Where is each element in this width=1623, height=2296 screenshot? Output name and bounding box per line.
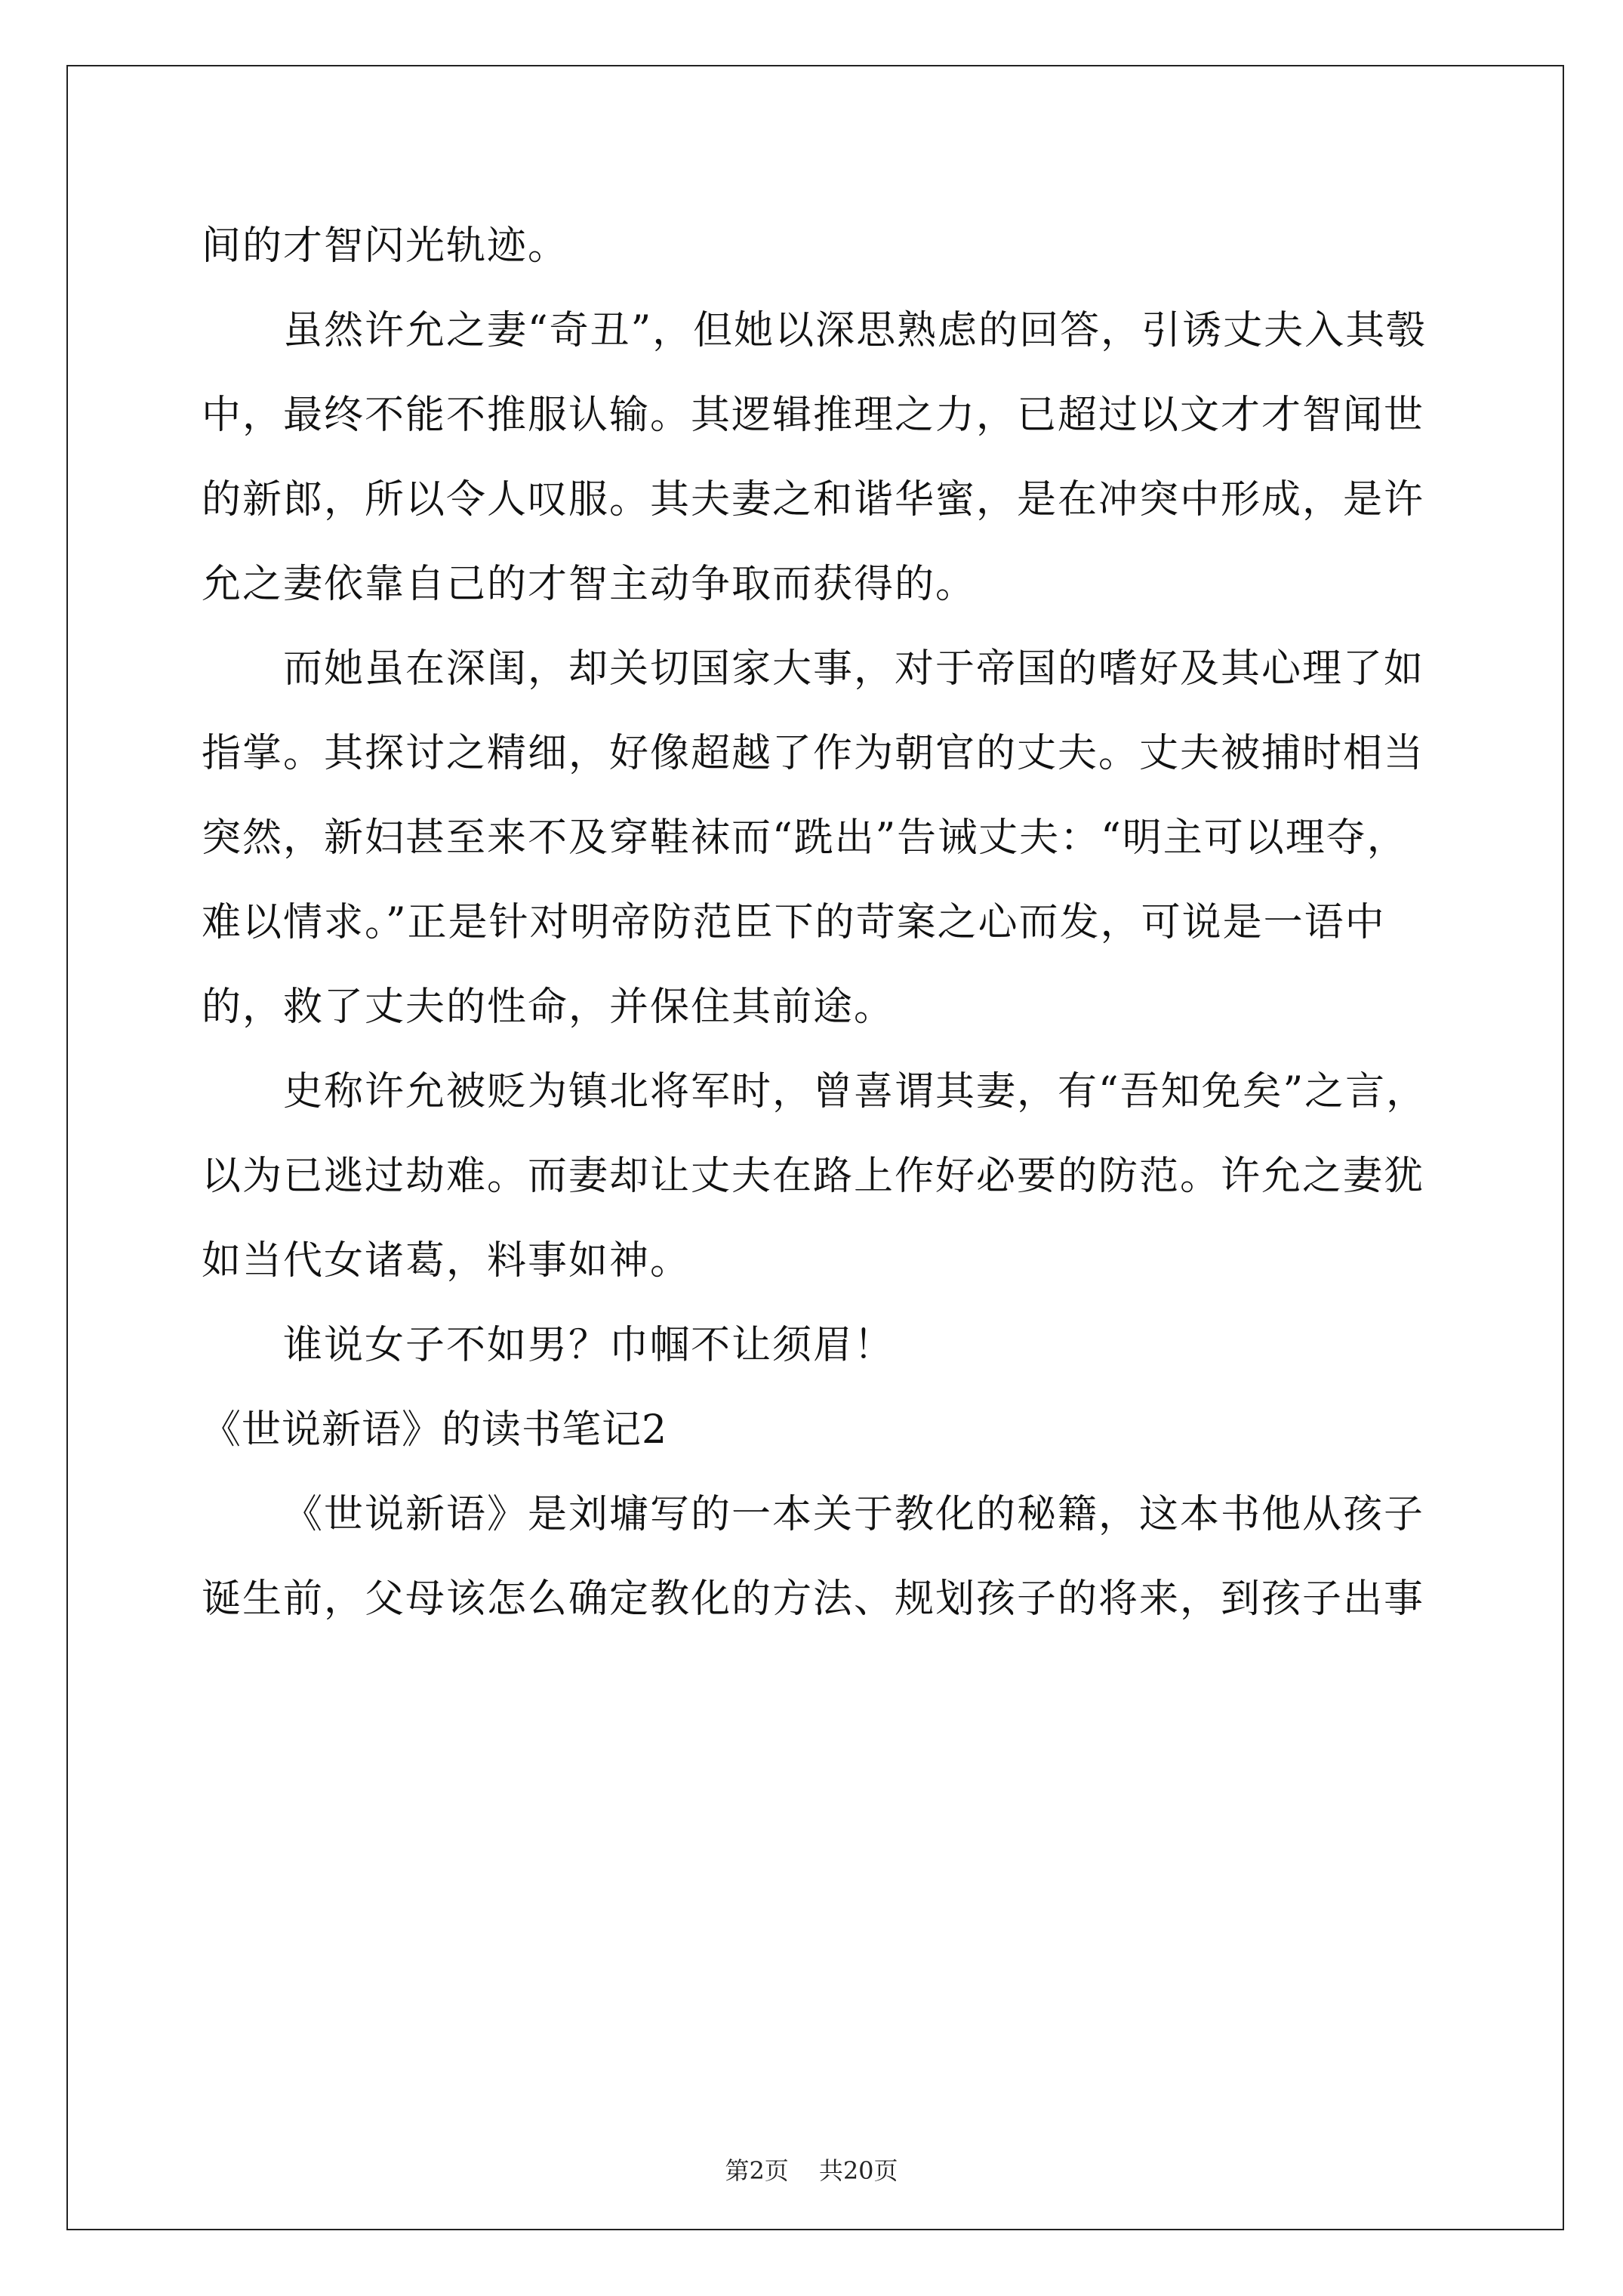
page-number: 第2页 <box>725 2156 789 2185</box>
text-line: 中，最终不能不推服认输。其逻辑推理之力，已超过以文才才智闻世 <box>202 393 1425 438</box>
text-line: 谁说女子不如男？巾帼不让须眉！ <box>283 1323 895 1368</box>
text-line: 突然，新妇甚至来不及穿鞋袜而“跣出”告诫丈夫：“明主可以理夺， <box>202 815 1408 861</box>
text-line: 间的才智闪光轨迹。 <box>202 223 569 269</box>
text-line: 的新郎，所以令人叹服。其夫妻之和谐华蜜，是在冲突中形成，是许 <box>202 477 1425 522</box>
text-line: 虽然许允之妻“奇丑”，但她以深思熟虑的回答，引诱丈夫入其彀 <box>283 308 1427 353</box>
section-heading: 《世说新语》的读书笔记2 <box>202 1407 668 1453</box>
page-footer <box>0 2156 1623 2186</box>
text-line: 而她虽在深闺，却关切国家大事，对于帝国的嗜好及其心理了如 <box>283 646 1425 692</box>
document-body <box>202 204 1432 1641</box>
text-line: 允之妻依靠自己的才智主动争取而获得的。 <box>202 562 977 607</box>
page-total: 共20页 <box>818 2156 898 2185</box>
text-line: 诞生前，父母该怎么确定教化的方法、规划孩子的将来，到孩子出事 <box>202 1576 1425 1622</box>
text-line: 《世说新语》是刘墉写的一本关于教化的秘籍，这本书他从孩子 <box>283 1492 1425 1537</box>
text-line: 如当代女诸葛，料事如神。 <box>202 1238 691 1284</box>
text-line: 史称许允被贬为镇北将军时，曾喜谓其妻，有“吾知免矣”之言， <box>283 1069 1427 1114</box>
text-line: 指掌。其探讨之精细，好像超越了作为朝官的丈夫。丈夫被捕时相当 <box>202 731 1425 776</box>
text-line: 以为已逃过劫难。而妻却让丈夫在路上作好必要的防范。许允之妻犹 <box>202 1154 1425 1199</box>
text-line: 难以情求。”正是针对明帝防范臣下的苛案之心而发，可说是一语中 <box>202 900 1386 945</box>
text-line: 的，救了丈夫的性命，并保住其前途。 <box>202 985 895 1030</box>
